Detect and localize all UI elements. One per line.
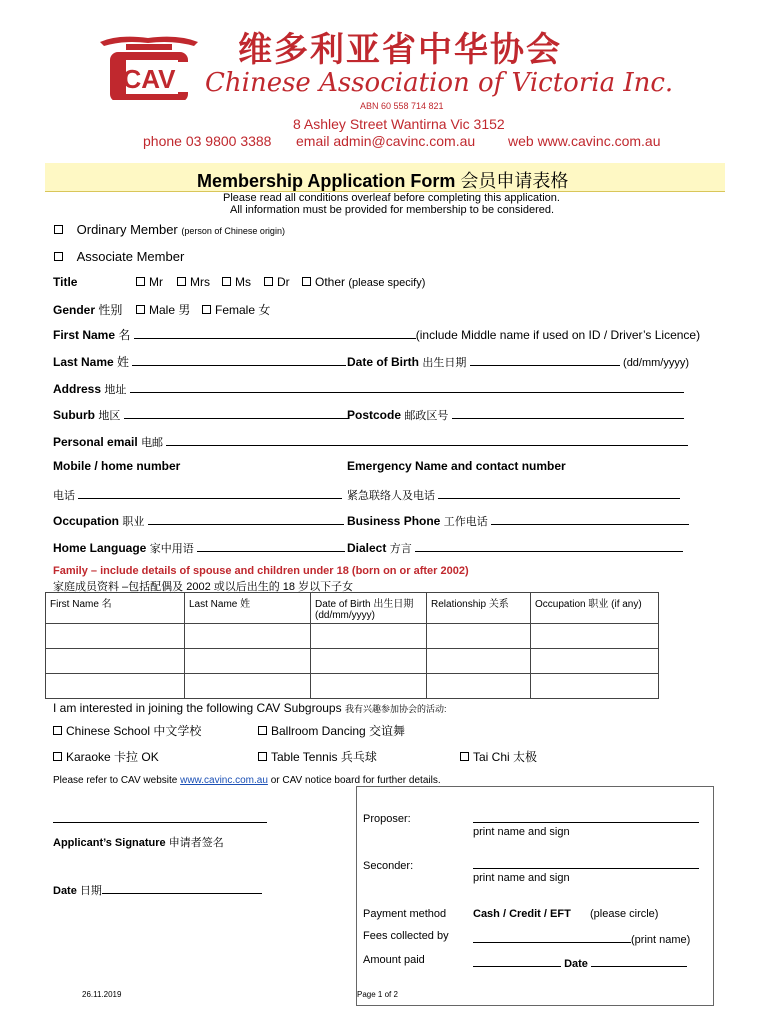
please-circle: (please circle) <box>590 908 659 920</box>
emergency-row: 紧急联络人及电话 <box>347 486 680 503</box>
last-name-field[interactable] <box>132 353 346 366</box>
form-title: Membership Application Form 会员申请表格 <box>197 171 569 191</box>
col-last-name: Last Name 姓 <box>185 593 311 624</box>
seconder-label: Seconder: <box>363 860 414 872</box>
org-name-english: Chinese Association of Victoria Inc. <box>205 68 674 98</box>
mobile-row: 电话 <box>53 486 342 503</box>
mobile-field[interactable] <box>78 486 342 499</box>
payment-method-label: Payment method <box>363 908 447 920</box>
street-address: 8 Ashley Street Wantirna Vic 3152 <box>293 116 505 132</box>
title-mr[interactable]: Mr <box>136 275 163 289</box>
title-dr[interactable]: Dr <box>264 275 290 289</box>
intro-line-2: All information must be provided for membership to be considered. <box>230 204 555 216</box>
website-link[interactable]: www.cavinc.com.au <box>180 775 268 786</box>
seconder-line[interactable] <box>473 860 699 869</box>
fees-collected-field[interactable] <box>473 930 631 943</box>
address-field[interactable] <box>130 380 684 393</box>
proposer-print-sign: print name and sign <box>473 826 570 838</box>
col-relationship: Relationship 关系 <box>427 593 531 624</box>
org-name-chinese: 维多利亚省中华协会 <box>238 30 562 70</box>
table-header-row <box>46 593 659 624</box>
seconder-print-sign: print name and sign <box>473 872 570 884</box>
subgroup-table-tennis[interactable]: Table Tennis 兵乓球 <box>258 748 377 765</box>
email: email admin@cavinc.com.au <box>296 133 476 149</box>
occupation-row: Occupation 职业 <box>53 512 344 529</box>
first-name-row: First Name 名 (include Middle name if used on ID / Driver’s Licence) <box>53 328 701 342</box>
subgroup-karaoke[interactable]: Karaoke 卡拉 OK <box>53 748 159 765</box>
table-row <box>46 624 659 649</box>
dob-field[interactable] <box>470 353 620 366</box>
col-dob: Date of Birth 出生日期 (dd/mm/yyyy) <box>311 593 427 624</box>
table-row <box>46 674 659 699</box>
col-first-name: First Name 名 <box>46 593 185 624</box>
phone: phone 03 9800 3388 <box>143 133 272 149</box>
email-field[interactable] <box>166 433 688 446</box>
gender-female[interactable]: Female 女 <box>202 301 270 318</box>
cav-logo-icon <box>98 30 200 100</box>
postcode-row: Postcode 邮政区号 <box>347 406 684 423</box>
business-phone-row: Business Phone 工作电话 <box>347 512 689 529</box>
checkbox-icon <box>54 225 63 234</box>
refer-note: Please refer to CAV website www.cavinc.com.au or CAV notice board for further details. <box>53 775 441 786</box>
gender-label: Gender 性别 <box>53 303 123 317</box>
dialect-row: Dialect 方言 <box>347 539 683 556</box>
page-number: Page 1 of 2 <box>357 990 398 999</box>
occupation-field[interactable] <box>148 512 344 525</box>
payment-options[interactable]: Cash / Credit / EFT <box>473 908 571 920</box>
applicant-date-field[interactable] <box>102 881 262 894</box>
gender-male[interactable]: Male 男 <box>136 301 190 318</box>
associate-member-checkbox[interactable]: Associate Member <box>54 249 184 264</box>
subgroup-chinese-school[interactable]: Chinese School 中文学校 <box>53 722 201 739</box>
first-name-field[interactable] <box>134 326 416 339</box>
website[interactable]: web www.cavinc.com.au <box>508 133 661 149</box>
postcode-field[interactable] <box>452 406 684 419</box>
applicant-signature-label: Applicant’s Signature 申请者签名 <box>53 837 224 849</box>
dob-row: Date of Birth 出生日期 (dd/mm/yyyy) <box>347 355 690 369</box>
svg-text:CAV: CAV <box>122 64 176 94</box>
family-heading: Family – include details of spouse and children under 18 (born on or after 2002) <box>53 565 469 577</box>
subgroups-intro: I am interested in joining the following CAV Subgroups 我有兴趣参加协会的活动: <box>53 701 447 715</box>
amount-paid-label: Amount paid <box>363 954 425 966</box>
emergency-field[interactable] <box>438 486 680 499</box>
fees-collected-row: (print name) <box>473 930 690 946</box>
applicant-signature-line[interactable] <box>53 812 267 823</box>
logo <box>98 30 200 100</box>
checkbox-icon <box>54 252 63 261</box>
applicant-date-row: Date 日期 <box>53 881 262 898</box>
home-language-field[interactable] <box>197 539 345 552</box>
suburb-row: Suburb 地区 <box>53 406 348 423</box>
col-occupation: Occupation 职业 (if any) <box>531 593 659 624</box>
table-row <box>46 649 659 674</box>
subgroup-ballroom[interactable]: Ballroom Dancing 交谊舞 <box>258 722 405 739</box>
title-other[interactable]: Other (please specify) <box>302 275 425 289</box>
fees-collected-label: Fees collected by <box>363 930 449 942</box>
mobile-label: Mobile / home number <box>53 459 181 473</box>
family-heading-zh: 家庭成员资料 –包括配偶及 2002 或以后出生的 18 岁以下子女 <box>53 581 354 593</box>
footer-date: 26.11.2019 <box>82 990 122 999</box>
title-mrs[interactable]: Mrs <box>177 275 210 289</box>
family-table <box>45 592 659 699</box>
proposer-line[interactable] <box>473 814 699 823</box>
amount-paid-row: Date <box>473 954 687 970</box>
home-language-row: Home Language 家中用语 <box>53 539 345 556</box>
email-row: Personal email 电邮 <box>53 433 688 450</box>
office-date-field[interactable] <box>591 954 687 967</box>
title-label: Title <box>53 275 78 289</box>
abn: ABN 60 558 714 821 <box>360 101 444 111</box>
ordinary-member-checkbox[interactable]: Ordinary Member (person of Chinese origin) <box>54 222 285 237</box>
proposer-label: Proposer: <box>363 813 411 825</box>
subgroup-tai-chi[interactable]: Tai Chi 太极 <box>460 748 537 765</box>
emergency-label: Emergency Name and contact number <box>347 459 566 473</box>
amount-paid-field[interactable] <box>473 954 561 967</box>
address-row: Address 地址 <box>53 380 684 397</box>
title-ms[interactable]: Ms <box>222 275 251 289</box>
business-phone-field[interactable] <box>491 512 689 525</box>
dialect-field[interactable] <box>415 539 683 552</box>
suburb-field[interactable] <box>124 406 348 419</box>
intro-line-1: Please read all conditions overleaf before completing this application. <box>223 192 560 204</box>
last-name-row: Last Name 姓 <box>53 353 346 370</box>
